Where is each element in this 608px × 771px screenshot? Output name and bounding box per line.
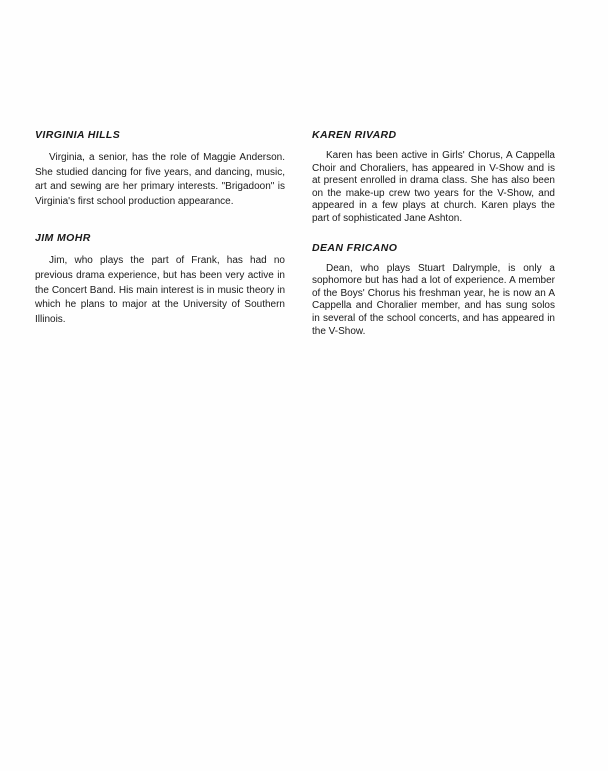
bio-text: Karen has been active in Girls' Chorus, A Cappella Choir and Choraliers, has appeared in V-Show and is at present enrolled in drama class. She has also been on the make-up crew two years for the V-Show, and appeared in a few plays at church. Karen plays the part of sophisticated Jane Ashton. — [312, 150, 555, 224]
bio-name: KAREN RIVARD — [312, 129, 397, 141]
bio-name: JIM MOHR — [35, 232, 91, 245]
bio-text: Virginia, a senior, has the role of Maggie Anderson. She studied dancing for five years, and dancing, music, art and sewing are her primary interests. "Brigadoon" is Virginia's first school production appearance. — [35, 152, 285, 207]
right-column — [312, 128, 555, 353]
bio-text: Jim, who plays the part of Frank, has had no previous drama experience, but has been very active in the Concert Band. His main interest is in music theory in which he plans to major at the University of Southern Illinois. — [35, 255, 285, 325]
bio-dean-fricano — [312, 241, 555, 339]
left-column — [35, 128, 285, 342]
bio-virginia-hills — [35, 128, 285, 209]
bio-text: Dean, who plays Stuart Dalrymple, is only a sophomore but has had a lot of experience. A member of the Boys' Chorus his freshman year, he is now an A Cappella and Choralier member, and has sung solos in several of the school concerts, and has appeared in the V-Show. — [312, 262, 555, 337]
bio-name: VIRGINIA HILLS — [35, 129, 121, 141]
bio-jim-mohr — [35, 231, 285, 327]
bio-name: DEAN FRICANO — [312, 241, 398, 254]
bio-karen-rivard — [312, 128, 555, 226]
